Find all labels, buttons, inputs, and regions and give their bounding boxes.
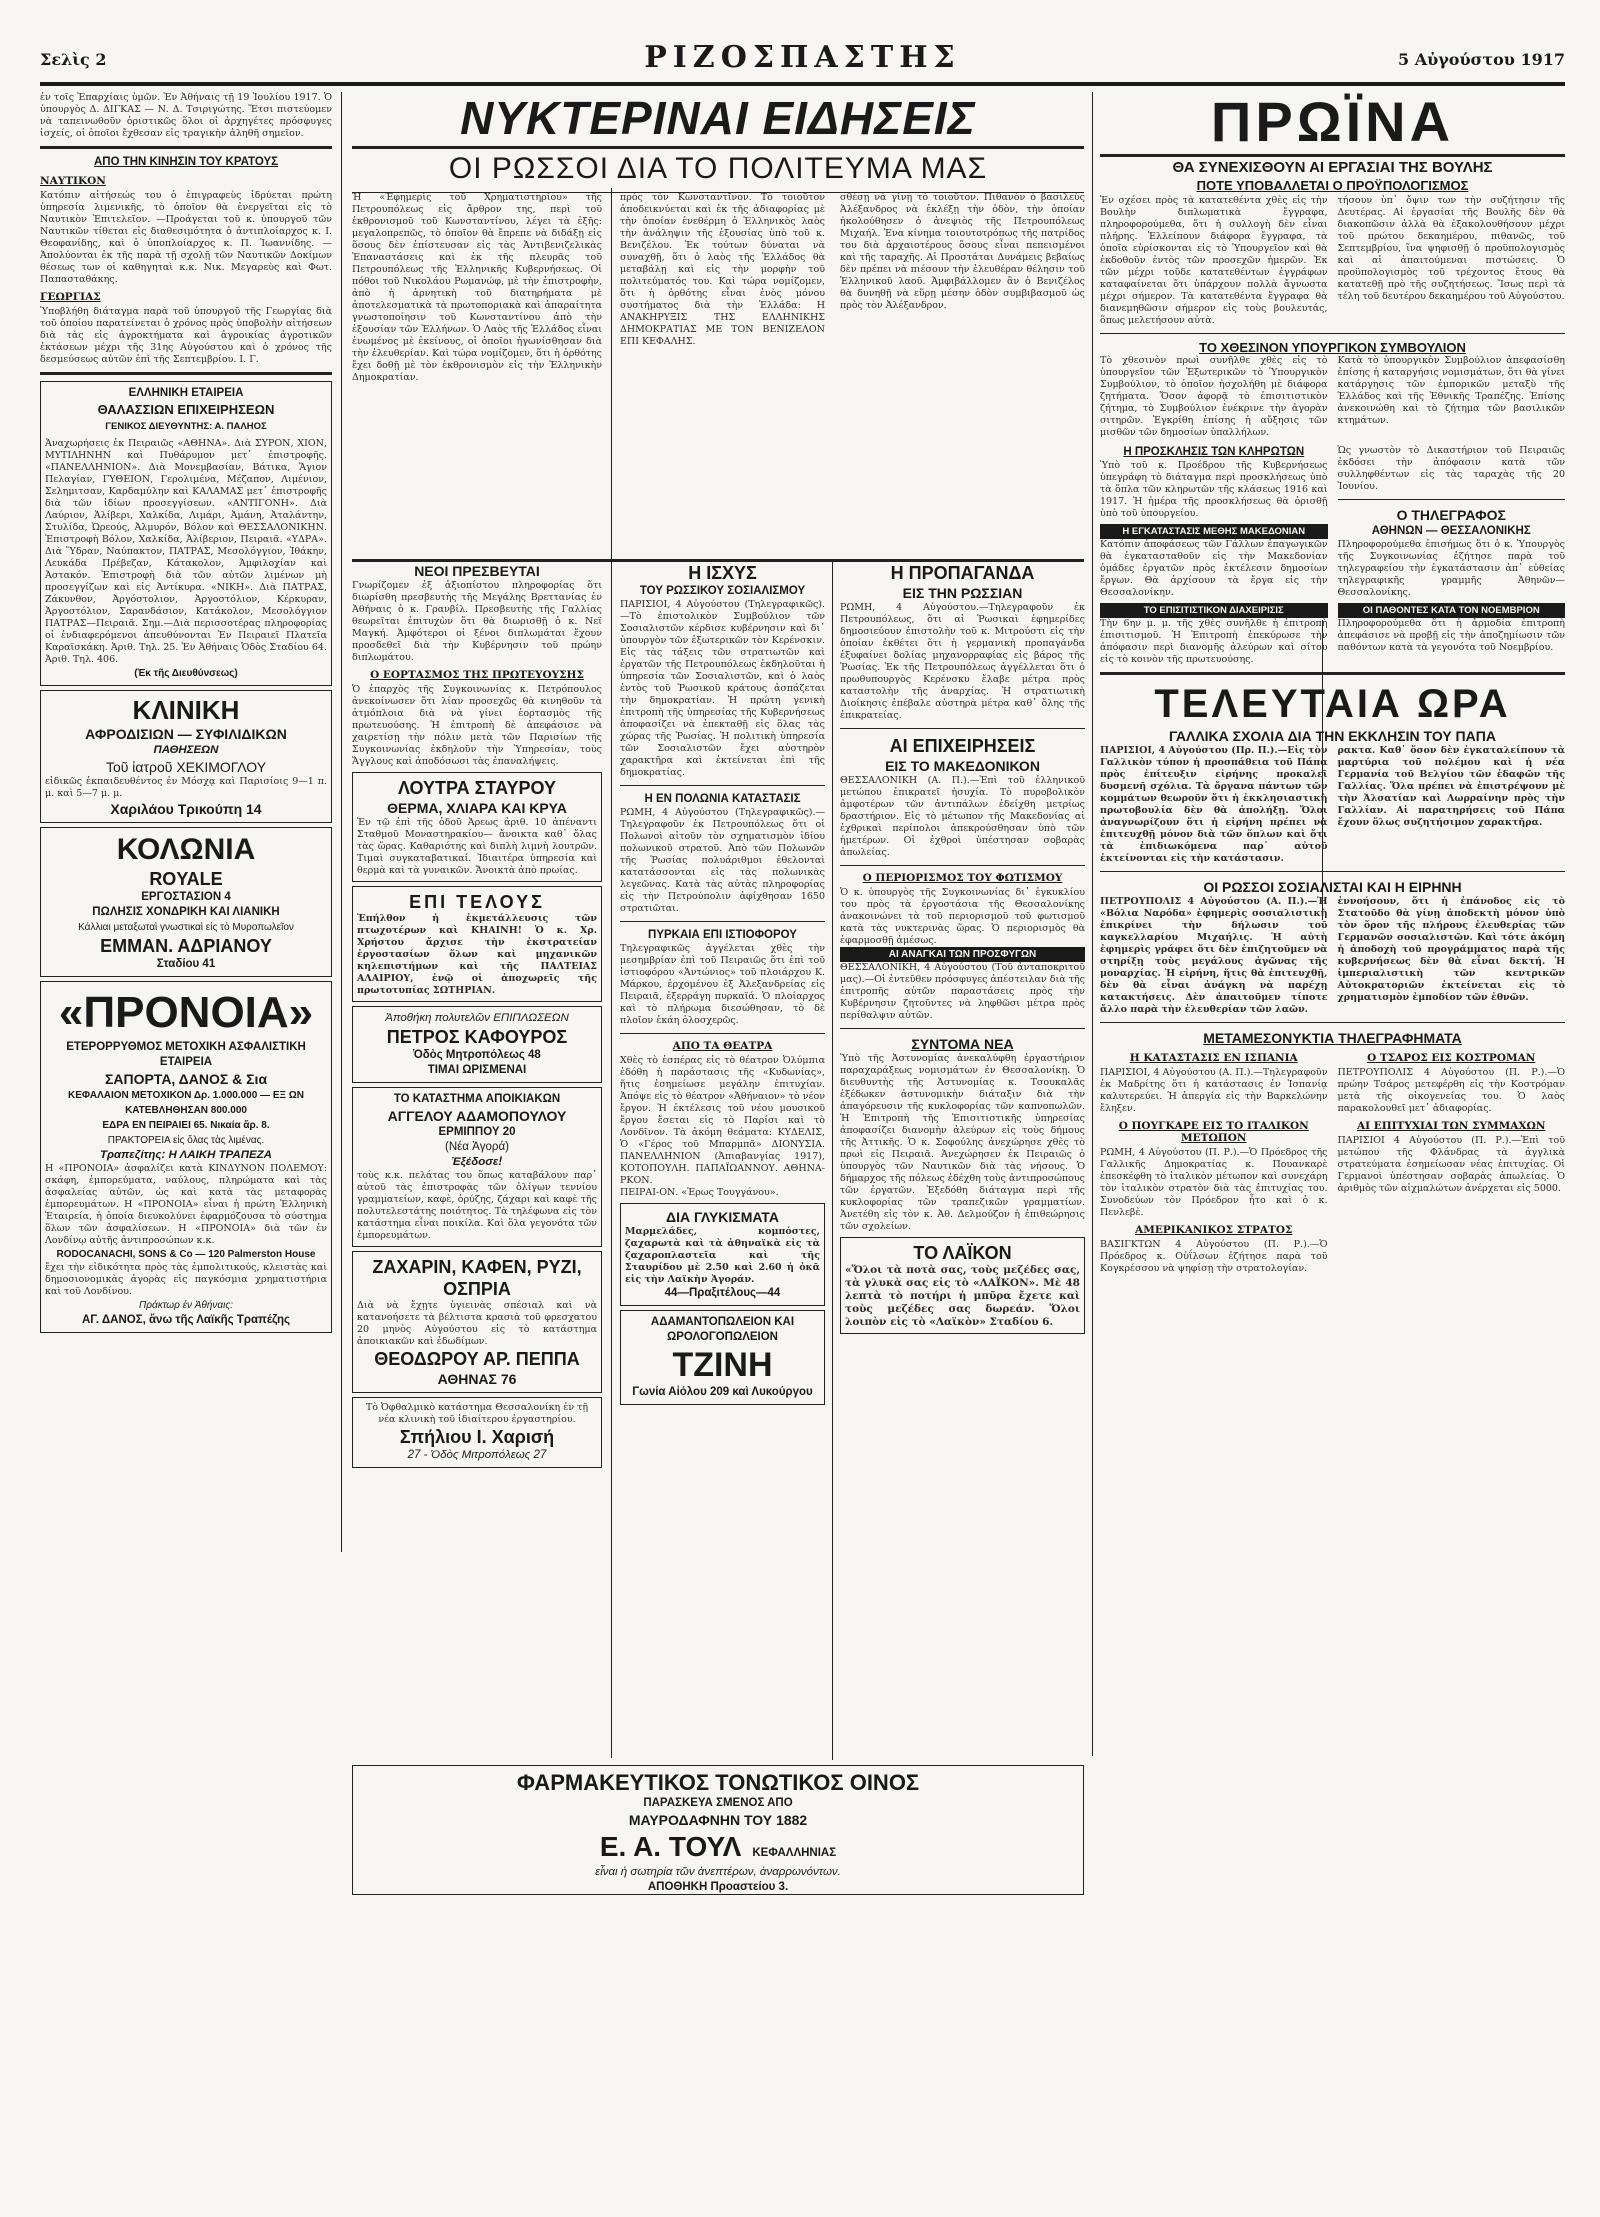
clinic-text: εἰδικῶς ἐκπαιδευθέντος ἐν Μόσχᾳ καὶ Παρισίοις 9—1 π. μ. καὶ 5—7 μ. μ. [45, 776, 327, 799]
company-title: ΕΛΛΗΝΙΚΗ ΕΤΑΙΡΕΙΑ [128, 387, 244, 399]
column-1 [40, 92, 332, 1757]
column-rule [611, 188, 612, 1758]
colonia-line-3: Κάλλιαι μεταξωταὶ γνωστικαὶ εἰς τὸ Μυροπωλεῖον [78, 922, 294, 933]
column-3 [620, 562, 825, 1757]
colonia-ad [40, 827, 332, 977]
ophthalmiki-ad [352, 1397, 602, 1468]
ypourgikon-text: Τὸ χθεσινὸν πρωὶ συνῆλθε χθὲς εἰς τὸ ὑπουργεῖον τῶν Ἐξωτερικῶν τὸ Ὑπουργικὸν Συμβούλιον, τὸ ὁποῖον ἠσχολήθη μὲ διάφορα ζητήματα. Ὅσον ἀφορᾷ τὸ ἐπισιτιστικὸν ζήτημα, τὸ Συμβούλιον ἐνέκρινε τὴν ἀγορὰν σιτηρῶν. Ἐγκρίθη ἐπίσης ἡ αὔξησις τῶν μισθῶν τῶν δημοσίων ὑπαλλήλων. [1100, 355, 1328, 438]
theatra-text: Χθὲς τὸ ἑσπέρας εἰς τὸ θέατρον Ὀλύμπια ἐδόθη ἡ παράστασις τῆς «Κυδωνίας», ἥτις ἐσημείωσε μεγάλην ἐπιτυχίαν. Ἀπόψε εἰς τὸ θέατρον «Ἀθήναιον» τὸ νέον ἔργον. Ἡ ἐκτέλεσις τοῦ νέου μουσικοῦ ἔργου ἔσεται εἰς τὸ Παρίσι καὶ τὸ Λονδῖνον. Τὰ ἀκόμη θεάματα: ΚΥΔΕΛΙΣ, Ὁ «Γέρος τοῦ Μπαρμπᾶ» ΔΙΟΝΥΣΙΑ. ΠΑΝΕΛΛΗΝΙΟΝ (Ἀπιαβανγίας 1917), ΚΟΤΟΠΟΥΛΗ. ΠΑΠΑΪΩΑΝΝΟΥ. ΑΘΗΝΑ-ΡΚΟΝ. [620, 1055, 825, 1186]
syntoma-heading: ΣΥΝΤΟΜΑ ΝΕΑ [911, 1036, 1014, 1052]
iskhis-subheading: ΤΟΥ ΡΩΣΣΙΚΟΥ ΣΟΣΙΑΛΙΣΜΟΥ [639, 585, 806, 597]
makedonikon-text: Κατόπιν ἀποφάσεως τῶν Γάλλων ἐπαγωγικῶν θὰ ἐγκατασταθοῦν εἰς τὴν Μακεδονίαν ὁμάδες ἐργατῶν πρὸς ἐκτέλεσιν δημοσίων ἔργων. Θὰ ἀρχίσουν τὰ ἔργα εἰς τὴν Θεσσαλονίκην. [1100, 539, 1328, 598]
pronia-seat: ΕΔΡΑ ΕΝ ΠΕΙΡΑΙΕΙ 65. Νικαία ἄρ. 8. [102, 1120, 270, 1131]
pronia-ad [40, 981, 332, 1333]
noekvrion-heading: ΟΙ ΠΑΘΟΝΤΕΣ ΚΑΤΑ ΤΟΝ ΝΟΕΜΒΡΙΟΝ [1338, 603, 1566, 618]
vouli-heading: ΘΑ ΣΥΝΕΧΙΣΘΟΥΝ ΑΙ ΕΡΓΑΣΙΑΙ ΤΗΣ ΒΟΥΛΗΣ [1172, 159, 1493, 176]
banner-title: ΝΥΚΤΕΡΙΝΑΙ ΕΙΔΗΣΕΙΣ [460, 92, 976, 144]
ispania-heading: Η ΚΑΤΑΣΤΑΣΙΣ ΕΝ ΙΣΠΑΝΙΑ [1129, 1052, 1298, 1064]
wine-line-1: ΠΑΡΑΣΚΕΥΑ ΣΜΕΝΟΣ ΑΠΟ [643, 1797, 793, 1809]
klirouchon-text: Ὑπὸ τοῦ κ. Προέδρου τῆς Κυβερνήσεως ὑπεγράφη τὸ διάταγμα περὶ προσκλήσεως ὑπὸ τὰ ὅπλα τῶν κληρωτῶν τῆς κλάσεως 1916 καὶ 1917. Ἡ ἡμέρα τῆς προσκλήσεως θὰ ὁρισθῇ ὑπὸ τοῦ ὑπουργείου. [1100, 460, 1328, 519]
syntoma-text: Ὑπὸ τῆς Ἀστυνομίας ἀνεκαλύφθη ἐργαστήριον παραχαράξεως νομισμάτων ἐν Θεσσαλονίκῃ. Ὁ διευθυντὴς τῆς Ἀστυνομίας κ. Τσουκαλᾶς ἐξέδωκεν ἀστυνομικὴν διάταξιν διὰ τὴν ἀπαγόρευσιν τῆς κυκλοφορίας τῶν καπνοπωλῶν. Ἡ Ἐπιτροπὴ τῆς Ἐπισιτιστικῆς ὑπηρεσίας ἀποφασίζει διανομὴν ἀλεύρων εἰς τοὺς δήμους τῆς Ἀττικῆς. Ὁ κ. Σοφούλης ἀνεχώρησε χθὲς τὸ πρωὶ εἰς Πειραιᾶ. Ἀνεχώρησεν ἐκ Πειραιῶς ὁ ὑπουργὸς τῶν Ναυτικῶν διὰ τὰς νήσους. Ὁ δήμαρχος τῆς πόλεως ἐδέχθη τοὺς ἀντιπροσώπους τῶν ἐργατῶν. Ἐξεδόθη διάταγμα περὶ τῆς κυκλοφορίας τῶν τραπεζικῶν γραμματίων. Ἀνετέθη εἰς τὸν κ. Ἀθ. Δελμούζον ἡ ἐπιθεώρησις τῶν σχολείων. [840, 1053, 1085, 1232]
wine-line-2: ΜΑΥΡΟΔΑΦΝΗΝ ΤΟΥ 1882 [628, 1812, 808, 1828]
wine-name: Ε. Α. ΤΟΥΛ [599, 1831, 742, 1862]
profygon-heading: ΑΙ ΑΝΑΓΚΑΙ ΤΩΝ ΠΡΟΣΦΥΓΩΝ [840, 947, 1085, 962]
symmaxon-text: ΠΑΡΙΣΙΟΙ 4 Αὐγούστου (Π. Ρ.).—Ἐπὶ τοῦ μετώπου τῆς Φλάνδρας τὰ ἀγγλικὰ στρατεύματα ἐσημείωσαν νέας ἐπιτυχίας. Οἱ Γερμανοὶ ὑπέστησαν σοβαρὰς ἀπωλείας. Ὁ ἀριθμὸς τῶν αἰχμαλώτων ἀνέρχεται εἰς 5000. [1337, 1135, 1565, 1194]
kafouros-ad [352, 1006, 602, 1083]
intro-text: ἐν τοῖς Ἐπαρχίαις ὑμῶν. Ἐν Ἀθήναις τῇ 19 Ἰουλίου 1917. Ὁ ὑπουργὸς Δ. ΔΙΓΚΑΣ — Ν. Δ. Τσιριγώτης. Ἔτσι πιστεύομεν νὰ ταπεινωθοῦν ὁριστικῶς ὅλοι οἱ ἀρχηγέτες πρόσφυγες ἰσχείς, οἱ ὁποῖοι ἔχθεσαν εἰς τραγικὴν ἀληθῆ σημεῖον. [40, 92, 332, 139]
zaxari-ad [352, 1251, 602, 1393]
wine-address: ΑΠΟΘΗΚΗ Προαστείου 3. [647, 1881, 789, 1893]
zaxari-name: ΘΕΟΔΩΡΟΥ ΑΡ. ΠΕΠΠΑ [374, 1349, 580, 1369]
thilegrafos-heading: Ο ΤΗΛΕΓΡΑΦΟΣ [1396, 507, 1506, 523]
theatra-heading: ΑΠΟ ΤΑ ΘΕΑΤΡΑ [672, 1040, 773, 1052]
adam-address: ΕΡΜΙΠΠΟΥ 20 [438, 1126, 516, 1138]
colonia-line-2: ΠΩΛΗΣΙΣ ΧΟΝΔΡΙΚΗ ΚΑΙ ΛΙΑΝΙΚΗ [92, 906, 280, 918]
tzini-name: ΤΖΙΝΗ [672, 1346, 773, 1384]
propaganda-heading: Η ΠΡΟΠΑΓΑΝΔΑ [890, 563, 1035, 583]
night-news-banner [352, 92, 1084, 187]
teleutaia-text-2: ρακτα. Καθ᾽ ὅσον δὲν ἐγκαταλείπουν τὰ μαρτύρια τοῦ πολέμου καὶ ἡ νέα Γερμανία τοῦ Βελγίου τῶν ἐδαφῶν τῆς Γαλλίας. Ὅλα πρέπει νὰ ἐπιστρέψουν μὲ τὴν Ἀλσατίαν καὶ Λωρραίνην πρὸς τὴν Γαλλίαν. Αἱ παρατηρήσεις τοῦ Πάπα ἔχουν ὅλως συζητήσιμον χαρακτῆρα. [1337, 745, 1565, 828]
symmaxon-heading: ΑΙ ΕΠΙΤΥΧΙΑΙ ΤΩΝ ΣΥΜΜΑΧΩΝ [1357, 1120, 1546, 1132]
pronia-capital: ΚΕΦΑΛΑΙΟΝ ΜΕΤΟΧΙΚΟΝ Δρ. 1.000.000 — ΕΞ ΩΝ ΚΑΤΕΒΛΗΘΗΣΑΝ 800.000 [68, 1090, 304, 1116]
laikon-text: «Ὅλοι τὰ ποτὰ σας, τοὺς μεζέδες σας, τὰ γλυκὰ σας εἰς τὸ «ΛΑΪΚΟΝ». Μὲ 48 λεπτὰ τὸ ποτήρι ἡ μπῦρα ἔχετε καὶ τοὺς μεζέδες σας δωρεάν. Ὅλοι λοιπὸν εἰς τὸ «Λαϊκὸν» Σταδίου 6. [845, 1264, 1080, 1328]
company-ad [40, 381, 332, 686]
wine-name-sub: ΚΕΦΑΛΛΗΝΙΑΣ [752, 1847, 837, 1859]
pronia-bank: Τραπεζίτης: Η ΛΑΙΚΗ ΤΡΑΠΕΖΑ [100, 1149, 272, 1161]
adam-note: Ἐξέδοσε! [451, 1156, 503, 1168]
tsaros-heading: Ο ΤΣΑΡΟΣ ΕΙΣ ΚΟΣΤΡΟΜΑΝ [1367, 1052, 1536, 1064]
pougkare-text: ΡΩΜΗ, 4 Αὐγούστου (Π. Ρ.).—Ὁ Πρόεδρος τῆς Γαλλικῆς Δημοκρατίας κ. Πουανκαρὲ ἐπεσκέφθη τὸ ἰταλικὸν μέτωπον καὶ συνεχάρη τὸν ἰταλικὸν στρατὸν διὰ τὰς ἐπιτυχίας του. Συνοδεύων τὸν Πρόεδρον ἦτο καὶ ὁ κ. Πενλεβὲ. [1100, 1147, 1328, 1218]
pronia-rep: RODOCANACHI, SONS & Co — 120 Palmerston House [56, 1249, 316, 1260]
lead-article-part-3: σθέσῃ νὰ γίνῃ τὸ τοιοῦτον. Πιθανὸν ὁ βασιλεὺς Ἀλέξανδρος νὰ ἐκλέξῃ τὴν ὁδὸν, τὴν ὁποίαν ἠκολούθησεν ὁ ἀνεψιὸς τῆς Πετρουπόλεως Μιχαήλ. Ἐνα κίνημα τοιουτοτρόπως τῆς πατρίδος του διὰ ἀρχαιοτέρους ὅσους εἶναι πεπεισμένοι καὶ τῆς ταραχῆς. Αἱ Προστάται Δυνάμεις βεβαίως δὲν πρέπει νὰ πιέσουν τὴν ἐλευθέραν θέλησιν τοῦ Ἑλληνικοῦ λαοῦ. Ἀμφιβάλλομεν ἂν ὁ Βενιζέλος θὰ δυνηθῇ νὰ εὕρῃ μέσην ὁδὸν συμβιβασμοῦ ὡς πρὸς τὸν Ἀλέξανδρον. [840, 192, 1085, 311]
company-note: (Ἐκ τῆς Διευθύνσεως) [134, 668, 238, 679]
ypourgikon-text-2: Κατὰ τὸ ὑπουργικὸν Συμβούλιον ἀπεφασίσθη ἐπίσης ἡ καταργήσις νομισμάτων, ὅτι θὰ γίνει κατάργησις τῶν ἐμπορικῶν μεταξὺ τῆς Ἑλλάδος καὶ τῆς Ἐθνικῆς Τραπέζης. Ἐπίσης ἀνεκοινώθη καὶ τὸ ζήτημα τῶν βασιλικῶν κτημάτων. [1337, 355, 1565, 426]
propaganda-text: ΡΩΜΗ, 4 Αὐγούστου.—Τηλεγραφοῦν ἐκ Πετρουπόλεως, ὅτι αἱ Ῥωσικαὶ ἐφημερίδες δημοσιεύουν ἐπιστολὴν τοῦ κ. Μιτρούστι εἰς τὴν ὁποίαν ἐκθέτει ὅτι ἡ γερμανικὴ προπαγάνδα ἐξυφαίνει δολίας μηχανορραφίας εἰς βάρος τῆς Ῥωσίας. Ἐκ τῆς Πετρουπόλεως ἀγγέλλεται ὅτι ὁ πρωθυπουργὸς Κερένσκυ ἔλαβε μέτρα πρὸς καταστολὴν τῆς ἀναρχίας. Ἡ στρατιωτικὴ Διοίκησις ἐπέβαλε αὐστηρὰ μέτρα καθ᾽ ὅλης τῆς ἐπικρατείας. [840, 602, 1085, 721]
deiseis-text: Τὴν 6ην μ. μ. τῆς χθὲς συνῆλθε ἡ ἐπιτροπὴ ἐπισιτισμοῦ. Ἡ Ἐπιτροπὴ ἐπεκύρωσε τὴν ἀπόφασιν περὶ διανομῆς ἀλεύρων καὶ σίτου εἰς τὸ κοινὸν τῆς πρωτευούσης. [1100, 618, 1328, 665]
amerikanikos-heading: ΑΜΕΡΙΚΑΝΙΚΟΣ ΣΤΡΑΤΟΣ [1135, 1224, 1293, 1236]
pougkare-heading: Ο ΠΟΥΓΚΑΡΕ ΕΙΣ ΤΟ ΙΤΑΛΙΚΟΝ ΜΕΤΩΠΟΝ [1118, 1120, 1309, 1144]
pronia-footer: Πράκτωρ ἐν Ἀθήναις: [139, 1300, 233, 1311]
ispania-text: ΠΑΡΙΣΙΟΙ, 4 Αὐγούστου (Α. Π.).—Τηλεγραφοῦν ἐκ Μαδρίτης ὅτι ἡ κατάστασις ἐν Ἰσπανίᾳ καλυτερεύει. Ἡ ἀπεργία εἰς τὴν Βαρκελώνην ἔληξεν. [1100, 1067, 1328, 1114]
company-director: ΓΕΝΙΚΟΣ ΔΙΕΥΘΥΝΤΗΣ: Α. ΠΑΛΗΟΣ [105, 421, 267, 432]
loutra-title: ΛΟΥΤΡΑ ΣΤΑΥΡΟΥ [397, 778, 557, 798]
colonia-address: Σταδίου 41 [156, 958, 216, 970]
amerikanikos-text: ΒΑΣΙΓΚΤΩΝ 4 Αὐγούστου (Π. Ρ.).—Ὁ Πρόεδρος κ. Οὐΐλσων ἐζήτησε παρὰ τοῦ Κογκρέσσου νὰ ψηφίσῃ τὴν στρατολογίαν. [1100, 1239, 1328, 1274]
tsaros-text: ΠΕΤΡΟΥΠΟΛΙΣ 4 Αὐγούστου (Π. Ρ.).—Ὁ πρώην Τσάρος μετεφέρθη εἰς τὴν Κοστρόμαν μετὰ τῆς οἰκογενείας του. Ὁ λαὸς παρακολουθεῖ μετ᾽ ἀδιαφορίας. [1337, 1067, 1565, 1114]
epitelous-title: ΕΠΙ ΤΕΛΟΥΣ [409, 892, 545, 912]
pronia-text: Η «ΠΡΟΝΟΙΑ» ἀσφαλίζει κατὰ ΚΙΝΔΥΝΟΝ ΠΟΛΕΜΟΥ: σκάφη, ἐμπορεύματα, ναύλους, πληρώματα καὶ τὰς ἀσφαλείας αὐτῶν, ὡς καὶ κατὰ τὰς μεταφορὰς ἐμπορευμάτων. Η «ΠΡΟΝΟΙΑ» εἶναι ἡ πρώτη Ἑλληνικὴ Ἑταιρεία, ἡ ὁποία διευκολύνει ἐφαρμόζουσα τὸ σύστημα ὅλων τῶν ἀσφαλίσεων. Η «ΠΡΟΝΟΙΑ» διὰ τῶν ἐν Λονδίνῳ αὐτῆς ἀντιπροσώπων κ.κ. [45, 1163, 327, 1246]
column-rule [832, 560, 833, 1760]
masthead-rule [40, 82, 1565, 86]
clinic-address: Χαριλάου Τρικούπη 14 [110, 801, 262, 817]
loutra-ad [352, 772, 602, 882]
iskhis-text: ΠΑΡΙΣΙΟΙ, 4 Αὐγούστου (Τηλεγραφικῶς).—Τὸ ἐπιστολικὸν Συμβούλιον τῶν Σοσιαλιστῶν κέρδισε κυβέρνησιν καὶ δι᾽ ὑπουργὸν τῶν ἐξωτερικῶν τὸν Κερένσκιν. Εἰς τὰς τάξεις τῶν στρατιωτῶν καὶ ἐργατῶν τῆς Πετρουπόλεως ἐκδηλοῦται ἡ ὑπηρεσία τῶν Σοσιαλιστῶν, καὶ ὁ λαὸς ἐντὸς τοῦ Ῥωσικοῦ κράτους ἀσπάζεται τὴν δημοκρατίαν. Ἡ πρώτη γενικὴ ἐπιτροπὴ τῆς ὑπηρεσίας τῆς Κυβερνήσεως ἀποφασίζει νὰ ἐπεκταθῇ εἰς ὅλας τὰς χώρας τῆς Ῥωσίας. Ἡ πολιτικὴ ὑπηρεσία τῶν Σοσιαλιστῶν ἔχει αὐστηρὸν χαρακτῆρα καὶ ἐκτείνεται ἐπὶ τῆς δημοκρατίας. [620, 599, 825, 778]
column-4 [840, 562, 1085, 1757]
colonia-line-1: ΕΡΓΟΣΤΑΣΙΟΝ 4 [141, 891, 231, 903]
fotisou-heading: Ο ΠΕΡΙΟΡΙΣΜΟΣ ΤΟΥ ΦΩΤΙΣΜΟΥ [862, 872, 1063, 884]
laikon-heading: ΤΟ ΛΑΪΚΟΝ [913, 1243, 1012, 1263]
glykismata-text: Μαρμελάδες, κομπόστες, ζαχαρωτὰ καὶ τὰ ἀθηναϊκὰ εἰς τὰ ζαχαροπλαστεῖα καὶ τῆς Σταυρίδου μὲ 2.50 καὶ 2.60 ἡ ὀκᾶ εἰς τὴν Λαϊκὴν Ἀγοράν. [625, 1226, 820, 1285]
wine-title: ΦΑΡΜΑΚΕΥΤΙΚΟΣ ΤΟΝΩΤΙΚΟΣ ΟΙΝΟΣ [516, 1770, 920, 1795]
kafouros-address: Ὁδὸς Μητροπόλεως 48 [413, 1049, 541, 1061]
polonia-heading: Η ΕΝ ΠΟΛΩΝΙΑ ΚΑΤΑΣΤΑΣΙΣ [644, 793, 801, 805]
loutra-text: Ἐν τῷ ἐπὶ τῆς ὁδοῦ Ἀρεως ἀριθ. 10 ἀπέναντι Σταθμοῦ Μοναστηρακίου— ἄνοικτα καθ᾽ ὅλας τὰς ὥρας. Καθαριότης καὶ διπλὴ λιμνὴ λουτρῶν. Τιμαὶ συγκαταβατικαί. Ἰδιαιτέρα ὑπηρεσία καὶ θερμὰ καὶ τὰ γυναικῶν. Ἄνοικτὰ ἀπὸ πρωίας. [357, 817, 597, 876]
kleronomos-text: Ὡς γνωστὸν τὸ Δικαστήριον τοῦ Πειραιῶς ἐκδόσει τὴν ἀπόφασιν κατὰ τῶν συλληφθέντων εἰς τὰς ταραχὰς τῆς 20 Ἰουνίου. [1337, 445, 1565, 492]
adam-text: τοὺς κ.κ. πελάτας του ὅπως καταβάλουν παρ᾽ αὐτοῦ τὰς ἐπιστροφὰς τῶν ὀλίγων τεννίου γραμματείων, καφὲ, ὀρύζης, ζάχαρι καὶ καφὲ τῆς πολυτελεστάτης ποιότητος. Τὰ τηλέφωνα εἰς τὸν κατάστημα εἶναι ποικίλα. Καὶ ὅλα γεγονότα τῶν ἐμπορευμάτων. [357, 1170, 597, 1241]
polonia-text: ΡΩΜΗ, 4 Αὐγούστου (Τηλεγραφικῶς).—Τηλεγραφοῦν ἐκ Πετρουπόλεως ὅτι οἱ Πολωνοὶ αἰτοῦν τὸν σχηματισμὸν ἰδίου πολωνικοῦ στρατοῦ. Ἀπὸ τῶν Πολωνῶν τῆς Ῥωσίας πολυάριθμοι ἐθελονταὶ κατατάσσονται εἰς τὰς πολωνικὰς λεγεῶνας. Κατὰ τὰς αὐτὰς πληροφορίας εἰς τὴν Πετρούπολιν ἀφίχθησαν 1650 στρατιῶται. [620, 807, 825, 914]
lead-article-part-1: Ἡ «Ἐφημερὶς τοῦ Χρηματιστηρίου» τῆς Πετρουπόλεως εἰς ἄρθρον της, περὶ τοῦ ἐκθρονισμοῦ τοῦ Κωνσταντίνου, λέγει τὰ ἑξῆς: μεγαλοπρεπῶς, τὸ ὁποῖον θὰ ἔπρεπε νὰ διδάξῃ εἰς ὅσους δὲν ἐπίστευσαν εἰς τὰς Ἀντιβενιζελικὰς Ἐπαναστάσεις καὶ ἐκ τῆς πλευρᾶς τοῦ Πετρουπόλεως τῆς Ἑλληνικῆς Κυβερνήσεως. Οἱ πόθοι τοῦ Νικολάου Ρωμανώφ, μὲ τὴν ἐπιστροφὴν, ἀπὸ ἡ ἀρνητικὴ τοῦ διατηρήματα μὲ ἀποτελεσματικὰ τὰ πρωτοποριακὰ καὶ ἀπαραίτητα γνωστοποίησιν τοῦ Κωνσταντίνου ἀπὸ τὴν ἐξουσίαν τῶν Ἑλλήνων. Ὁ Λαὸς τῆς Ἑλλάδος εἶναι ἐνωμένος μὲ ἐκείνους, οἱ ὁποῖοι ἠγωνίσθησαν διὰ τὴν ἐλευθερίαν. Καὶ τώρα νομίζομεν, ὅτι ἡ ὀρθότης ἔχει δοθῇ μὲ τὸν ἐκθρονισμὸν εἰς τὴν Ἑλληνικὴν Δημοκρατίαν. [352, 192, 602, 383]
wine-line-3: εἶναι ἡ σωτηρία τῶν ἀνεπτέρων, ἀναρρωνόντων. [595, 1866, 841, 1878]
pronia-title: «ΠΡΟΝΟΙΑ» [58, 988, 314, 1037]
kafouros-note: ΤΙΜΑΙ ΩΡΙΣΜΕΝΑΙ [427, 1064, 527, 1076]
protina-heading: ΠΡΩΪΝΑ [1210, 92, 1455, 153]
georgias-text: Ὑποβλήθη διάταγμα παρὰ τοῦ ὑπουργοῦ τῆς Γεωργίας διὰ τοῦ ὁποίου παρατείνεται ὁ χρόνος πρὸς ὑποβολὴν αἰτήσεων διὰ τὰς εἰς ἀγροκτήματα καὶ ἀγροικίας ἀγροτικῶν ἐκτάσεων μέχρι τῆς 31ης Αὐγούστου καὶ ὁ χρόνος τῆς δεσμεύσεως αὐτῶν ἐπὶ τῆς Σεπτεμβρίου. Ι. Γ. [40, 306, 332, 365]
adam-name: ΑΓΓΕΛΟΥ ΑΔΑΜΟΠΟΥΛΟΥ [387, 1108, 567, 1124]
kafouros-heading: Ἀποθήκη πολυτελῶν ΕΠΙΠΛΩΣΕΩΝ [385, 1012, 569, 1024]
pyrkaia-heading: ΠΥΡΚΑΙΑ ΕΠΙ ΙΣΤΙΟΦΟΡΟΥ [648, 929, 797, 941]
teleutaia-text: ΠΑΡΙΣΙΟΙ, 4 Αὐγούστου (Πρ. Π.).—Εἰς τὸν Γαλλικὸν τύπον ἡ προσπάθεια τοῦ Πάπα πρὸς ἐπίτευξιν εἰρήνης προκαλεῖ δυσμενῆ σχόλια. Τὰ ὄργανα πάντων τῶν κομμάτων θεωροῦν ὅτι ἡ ἐκκλησιαστικὴ πρωτοβουλία δὲν θὰ ἀπολήξῃ. Ὅλοι ἀναγνωρίζουν ὅτι ἡ εἰρήνη πρέπει νὰ ἐπιτευχθῇ μόνον διὰ τῶν ὅπλων καὶ ὅτι τὰ ἐπιδιωκόμενα παρ᾽ αὐτοῦ ἐκτείνονται εἰς τὴν κατάστασιν. [1100, 745, 1328, 864]
nautikon-heading: ΝΑΥΤΙΚΟΝ [40, 175, 106, 187]
makedonia-heading: ΑΙ ΕΠΙΧΕΙΡΗΣΕΙΣ [889, 736, 1036, 756]
makedonia-subheading: ΕΙΣ ΤΟ ΜΑΚΕΔΟΝΙΚΟΝ [885, 758, 1040, 774]
sosialistai-heading: ΟΙ ΡΩΣΣΟΙ ΣΟΣΙΑΛΙΣΤΑΙ ΚΑΙ Η ΕΙΡΗΝΗ [1203, 879, 1462, 895]
clinic-title: ΚΛΙΝΙΚΗ [132, 695, 240, 725]
clinic-doctor: Τοῦ ἰατροῦ ΧΕΚΙΜΟΓΛΟΥ [105, 759, 267, 775]
adam-heading: ΤΟ ΚΑΤΑΣΤΗΜΑ ΑΠΟΙΚΙΑΚΩΝ [393, 1093, 561, 1105]
propaganda-subheading: ΕΙΣ ΤΗΝ ΡΩΣΣΙΑΝ [902, 585, 1023, 601]
deiseis-heading: ΤΟ ΕΠΙΣΙΤΙΣΤΙΚΟΝ ΔΙΑΧΕΙΡΙΣΙΣ [1100, 603, 1328, 618]
column-rule [1092, 92, 1093, 1756]
epitelous-text: Ἐπήλθον ἡ ἐκμετάλλευσις τῶν πτωχοτέρων καὶ ΚΗΑΙΝΗ! Ὁ κ. Χρ. Χρήστου ἄρχισε τὴν ἐκστρατείαν ἐργοστασίων ὅλων καὶ μηχανικῶν κηλεπιστήμων καὶ τῆς ΠΑΛΤΕΙΑΣ ΑΛΑΙΡΙΟΥ, ἐνῷ οἱ ἀποχωρεῖς τῆς πρωτοτυπίας ΣΩΤΗΡΙΑΝ. [357, 913, 597, 996]
pyrkaia-text: Τηλεγραφικῶς ἀγγέλεται χθὲς τὴν μεσημβρίαν ἐπὶ τοῦ Πειραιῶς ὅτι ἐπὶ τοῦ ἱστιοφόρου «Ἀντώνιος» τοῦ πλοιάρχου Κ. Μάρκου, ἐρχομένου ἐξ Ἀλεξανδρείας εἰς Πειραιᾶ, ἐξερράγη πυρκαϊά. Ὁ πλοίαρχος καὶ τὸ πλήρωμα διεσώθησαν, τὸ δὲ πλοῖον ἐκάη ὁλοσχερῶς. [620, 943, 825, 1026]
wine-ad [352, 1765, 1084, 1895]
prot-text: Ὁ ἐπαρχὸς τῆς Συγκοινωνίας κ. Πετρόπουλος ἀνεκοίνωσεν ὅτι λίαν προσεχῶς θὰ κινηθοῦν τὰ ἀτμόπλοια διὰ νὰ γίνει ἑορτασμὸς τῆς πρωτευούσης. Ἡ ἐπιτροπὴ δὲ ἀπεφάσισε νὰ χαιρετίσῃ τὴν πόλιν μετὰ τῶν Παρισίων τῆς Συγκοινωνίας ἐκδηλοῦν τὴν Ὑπηρεσίαν, τοὺς Ἄγγλους καὶ ἀποδόσωσι τὰς ἐπαναλήψεις. [352, 684, 602, 767]
adam-sub: (Νέα Ἀγορά) [445, 1141, 509, 1153]
zaxari-text: Διὰ νὰ ἔχῃτε ὑγιεινὰς σπέσιαλ καὶ νὰ κατανοήσετε τὰ βέλτιστα κρασιὰ τοῦ φρεσχατου 20 μηνὸς Αὐγούστου εἰς τὸ κατάστημα ἀποικιακῶν καὶ ἐδωδίμων. [357, 1300, 597, 1347]
prot-heading: Ο ΕΟΡΤΑΣΜΟΣ ΤΗΣ ΠΡΩΤΕΥΟΥΣΗΣ [370, 669, 584, 681]
zaxari-address: ΑΘΗΝΑΣ 76 [437, 1371, 517, 1387]
fotisou-text: Ὁ κ. ὑπουργὸς τῆς Συγκοινωνίας δι᾽ ἐγκυκλίου του πρὸς τὰ ἐργοστάσια τῆς Θεσσαλονίκης ἀνακοινώνει τὰ τοῦ περιορισμοῦ τοῦ φωτισμοῦ κατὰ τὰς νυκτερινὰς ὥρας. Ὁ περιορισμὸς θὰ ἐφαρμοσθῇ ἀμέσως. [840, 887, 1085, 946]
column-5 [1100, 92, 1565, 1757]
glykismata-heading: ΔΙΑ ΓΛΥΚΙΣΜΑΤΑ [666, 1209, 779, 1225]
iskhis-heading: Η ΙΣΧΥΣ [688, 563, 757, 583]
colonia-subtitle: ROYALE [149, 869, 223, 889]
issue-date: 5 Αὐγούστου 1917 [1398, 50, 1565, 69]
column-rule [341, 92, 342, 1552]
colonia-title: ΚΟΛΩΝΙΑ [116, 833, 256, 866]
ophthalmiki-name: Σπήλιου Ι. Χαρισή [399, 1427, 555, 1447]
loutra-subtitle: ΘΕΡΜΑ, ΧΛΙΑΡΑ ΚΑΙ ΚΡΥΑ [387, 800, 567, 816]
tzini-heading: ΑΔΑΜΑΝΤΟΠΩΛΕΙΟΝ ΚΑΙ ΩΡΟΛΟΓΟΠΩΛΕΙΟΝ [650, 1316, 795, 1343]
sosialistai-text-2: ἐννοήσουν, ὅτι ἡ ἐπάνοδος εἰς τὸ Στατοῦδο θὰ γίνῃ ἀποδεκτὴ μόνον ὑπὸ τὸν ὅρον τῆς πλήρους ἐλευθερίας τῶν Γερμανῶν σοσιαλιστῶν. Καὶ τότε ἀκόμη ἡ ἀποδοχὴ τοῦ προγράμματος παρὰ τῆς κυβερνήσεως δὲν θὰ εἶναι δεκτή. Ἡ ἰμπεριαλιστικὴ τῶν κεντρικῶν Αὐτοκρατοριῶν ἐκτείνεται εἰς τὸ χρηματισμὸν ἐμποδίον τῶν ἐθνῶν. [1337, 896, 1565, 1003]
pronia-subtitle: ΕΤΕΡΟΡΡΥΘΜΟΣ ΜΕΤΟΧΙΚΗ ΑΣΦΑΛΙΣΤΙΚΗ ΕΤΑΙΡΕΙΑ [66, 1041, 306, 1068]
ophthalmiki-text: Τὸ Ὀφθαλμικὸ κατάστημα Θεσσαλονίκη ἐν τῇ νέα κλινικὴ τοῦ ἰδιαίτερου ἐργαστηρίου. [365, 1402, 589, 1425]
presvis-text: Γνωρίζομεν ἐξ ἀξιοπίστου πληροφορίας ὅτι διωρίσθη πρεσβευτὴς τῆς Μεγάλης Βρεττανίας ἐν Ἀθήναις ὁ κ. Γρανβίλ. Πρεσβευτὴς τῆς Γαλλίας θεωρεῖται ἐπιτυχὼν ὅτι θὰ διωρισθῇ ὁ κ. Νεϊ Μαγκή. Ἀμφότεροι οἱ ξένοι διπλωμάται ἔχουν προσδεθεῖ διὰ τὴν Κυβέρνησιν τοῦ πρώην διπλωμάτου. [352, 580, 602, 663]
clinic-subtitle: ΑΦΡΟΔΙΣΙΩΝ — ΣΥΦΙΛΙΔΙΚΩΝ [85, 726, 287, 742]
metamesonyktia-heading: ΜΕΤΑΜΕΣΟΝΥΚΤΙΑ ΤΗΛΕΓΡΑΦΗΜΑΤΑ [1203, 1030, 1462, 1046]
presvis-heading: ΝΕΟΙ ΠΡΕΣΒΕΥΤΑΙ [414, 563, 540, 579]
georgias-heading: ΓΕΩΡΓΙΑΣ [40, 291, 101, 303]
ophthalmiki-address: 27 - Ὁδὸς Μιτροπόλεως 27 [407, 1449, 547, 1461]
epitelous-ad [352, 886, 602, 1002]
noekvrion-text: Πληροφορούμεθα ὅτι ἡ ἀρμοδία ἐπιτροπὴ ἀπεφάσισε νὰ προβῇ εἰς τὴν ἀποζημίωσιν τῶν παθόντων κατὰ τὰ γεγονότα τοῦ Νοεμβρίου. [1337, 618, 1565, 653]
profygon-text: ΘΕΣΣΑΛΟΝΙΚΗ, 4 Αὐγούστου (Τοῦ ἀνταποκριτοῦ μας).—Οἱ ἐντεῦθεν πρόσφυγες ἀπέστειλαν διὰ τῆς ἐπιτροπῆς αὐτῶν παραστάσεις πρὸς τὴν Κυβέρνησιν ζητοῦντες νὰ ληφθῶσι μέτρα πρὸς περίθαλψιν αὐτῶν. [840, 962, 1085, 1021]
company-text: Ἀναχωρήσεις ἐκ Πειραιῶς «ΑΘΗΝΑ». Διὰ ΣΥΡΟΝ, ΧΙΟΝ, ΜΥΤΙΛΗΝΗΝ καὶ Πυθάρυμον μετ᾽ ἐπιστροφῆς. «ΠΑΝΕΛΛΗΝΙΟΝ». Διὰ Μονεμβασίαν, Βάτικα, Ἅγιον Πελαγίαν, ΓΥΘΕΙΟΝ, Γερολιμένα, Μέζαπον, Λιμένιον, Σελημιτσαν, Καρδαμύλην καὶ ΚΑΛΑΜΑΣ μετ᾽ ἐπιστροφῆς διὰ τῶν ἰδίων προσεγγίσεων. «ΑΝΤΙΓΟΝΗ». Διὰ Λαύριον, Ἀλίβερι, Χαλκίδα, Λιμάρι, Ἀμάνη, Ἀταλάντην, Στυλίδα, Ὠρεούς, Ἀλμυρόν, Βόλον καὶ ΘΕΣΣΑΛΟΝΙΚΗΝ. Ἐπιστροφὴ Βόλον, Χαλκίδα, Ἀλίβεριον, Πειραιᾶ. «ΥΔΡΑ». Διὰ Ὕδραν, Ναύπακτον, ΠΑΤΡΑΣ, Μεσολόγγιον, Ἰθάκην, Λευκάδα Πρέβεζαν, Κάτακολον, Ἀμφιλοχίαν καὶ Ἀστακόν. Ἐπιστροφὴ διὰ τῶν αὐτῶν λιμένων μὴ προσεγγίζων καὶ εἰς Ἀντίκυρα. «ΝΙΚΗ». Διὰ ΠΑΤΡΑΣ, Ζάκυνθον, Ἀργόστολιον, Ἀργοστόλιον, Κέρκυραν, Ἀργοστόλιον, Σαρανδάσιον, Κατάκολον, Μεσολόγγιον ΠΑΤΡΑΣ—Πειραιᾶ. Σημ.—Διὰ περισσοτέρας πληροφορίας οἱ ἐνδιαφερόμενοι ἀπευθύνονται Ἐν Πειραιεῖ Πλατεῖα Καραϊσκάκη. Ἀριθ. Τηλ. 25. Ἐν Ἀθήναις Ὁδὸς Σταδίου 64. Ἀριθ. Τηλ. 406. [45, 438, 327, 665]
nautikon-text: Κατόπιν αἰτήσεώς του ὁ ἐπιγραφεὺς ἰδρύεται πρώτη ὑπηρεσία λιμενικῆς, τὸ ὁποῖον θὰ ἐνεργεῖται εἰς τὸ Ναυτικὸν Ἐπιτελεῖον. —Προάγεται τοῦ κ. ὑπουργοῦ τῶν Ναυτικῶν τίθεται εἰς διαθεσιμότητα ὁ ἀντιπλοίαρχος κ. Ι. Θεοφανίδης, καὶ ὁ ὑποπλοίαρχος κ. Π. Ἰωαννίδης. —Ἀπολύονται ἐκ τῆς παρὰ τῇ σχολῇ τῶν Ναυτικῶν Δοκίμων θέσεως των οἱ καθηγηταὶ κ.κ. Νικ. Μεγαρεὺς καὶ Φωτ. Παπασταθάκης. [40, 190, 332, 285]
glykismata-ad [620, 1203, 825, 1306]
teleutaia-subheading: ΓΑΛΛΙΚΑ ΣΧΟΛΙΑ ΔΙΑ ΤΗΝ ΕΚΚΛΗΣΙΝ ΤΟΥ ΠΑΠΑ [1168, 728, 1497, 744]
laikon-ad [840, 1237, 1085, 1334]
lead-article-part-2: πρὸς τὸν Κωνσταντῖνον. Τὸ τοιοῦτον ἀποδεικνύεται καὶ ἐκ τῆς ἀδιαφορίας μὲ τὴν ὁποίαν ἐνεθέρμη ὁ Ἑλληνικὸς λαὸς τὴν ἀνάληψιν τῆς ἐξουσίας ὑπὸ τοῦ κ. Βενιζέλου. Ἐκ τούτων δύναται νὰ συναχθῇ, ὅτι ὁ λαὸς τῆς Ἑλλάδος θὰ μεταβάλῃ καὶ εἰς τὴν μορφὴν τοῦ πολιτεύματός του. Καὶ τώρα νομίζομεν, ὅτι ἡ ὀρθότης εἶναι ἐνὸς μόνου συστήματος διὰ τὴν Ἑλλάδα: Η ΑΝΑΚΗΡΥΞΙΣ ΤΗΣ ΕΛΛΗΝΙΚΗΣ ΔΗΜΟΚΡΑΤΙΑΣ ΜΕ ΤΟΝ ΒΕΝΙΖΕΛΟΝ ΕΠΙ ΚΕΦΑΛΗΣ. [620, 192, 825, 347]
zaxari-title: ΖΑΧΑΡΙΝ, ΚΑΦΕΝ, ΡΥΖΙ, ΟΣΠΡΙΑ [372, 1257, 582, 1299]
sosialistai-text: ΠΕΤΡΟΥΠΟΛΙΣ 4 Αὐγούστου (Α. Π.).—Ἡ «Βόλια Ναρόδα» ἐφημερὶς σοσιαλιστικὴ ἐπικρίνει τὴν δήλωσιν τοῦ καγκελλαρίου Μιχαήλις. Ἡ αὐτὴ ἐφημερὶς γράφει ὅτι δὲν ἐπιζητοῦμεν νὰ στηρίξῃ τοὺς μεγάλους ἀγῶνας τῆς μοναρχίας. Ἡ εἰρήνη, ἥτις θὰ ἐπιτευχθῇ, δὲν θὰ εἶναι ἀνάγκη νὰ παρέχῃ κατακτήσεις. Δὲν ἀπαιτοῦμεν τίποτε ἄλλο παρὰ τὴν ἐλευθερίαν τῶν λαῶν. [1100, 896, 1328, 1015]
clinic-subtitle-2: ΠΑΘΗΣΕΩΝ [153, 744, 219, 756]
kafouros-name: ΠΕΤΡΟΣ ΚΑΦΟΥΡΟΣ [386, 1027, 568, 1047]
page-number: Σελὶς 2 [40, 50, 107, 69]
tzini-address: Γωνία Αἰόλου 209 καὶ Λυκούργου [632, 1386, 813, 1398]
vouli-text-2: τήσουν ὑπ᾽ ὄψιν των τὴν συζήτησιν τῆς Δευτέρας. Αἱ ἐργασίαι τῆς Βουλῆς δὲν θὰ διακοπῶσιν ἀλλὰ θὰ ἐξακολουθήσουν μέχρι τοῦ πρώτου δεκαημέρου, πιθανῶς, τοῦ Σεπτεμβρίου, ἵνα ψηφισθῇ ὁ προϋπολογισμὸς καὶ αἱ ἀπαιτούμεναι πιστώσεις. Ὁ προϋπολογισμὸς τοῦ τρέχοντος ἔτους θὰ κατατεθῇ πρὸ τῆς συζητήσεως. Ἴσως περὶ τὰ τέλη τοῦ δευτέρου δεκαημέρου τοῦ Αὐγούστου. [1337, 195, 1565, 302]
company-subtitle: ΘΑΛΑΣΣΙΩΝ ΕΠΙΧΕΙΡΗΣΕΩΝ [97, 402, 275, 417]
pronia-names: ΣΑΠΟΡΤΑ, ΔΑΝΟΣ & Σια [104, 1071, 268, 1087]
vouli-text: Ἐν σχέσει πρὸς τὰ κατατεθέντα χθὲς εἰς τὴν Βουλὴν διπλωματικὰ ἔγγραφα, πληροφορούμεθα, ὅτι ἡ συλλογὴ δὲν εἶναι πλήρης. Ἐλλείπουν διάφορα ἔγγραφα, τὰ ὁποῖα εὑρίσκονται εἰς τὸ Ὑπουργεῖον καὶ θὰ ἐκδοθοῦν ἐντὸς τῶν προσεχῶν ἡμερῶν. Ἐκ τῶν μέχρι τοῦδε κατατεθέντων ἐγγράφων καταφαίνεται ὅτι ὑπάρχουν πολλὰ ἄγνωστα μέχρι σήμερον. Τὰ κατατεθέντα ἔγγραφα θὰ διανεμηθῶσιν σήμερον εἰς τοὺς βουλευτάς, ὅπως μελετήσουν αὐτὰ. [1100, 195, 1328, 326]
klirouchon-heading: Η ΠΡΟΣΚΛΗΣΙΣ ΤΩΝ ΚΛΗΡΩΤΩΝ [1123, 446, 1305, 458]
ypourgikon-heading: ΤΟ ΧΘΕΣΙΝΟΝ ΥΠΟΥΡΓΙΚΟΝ ΣΥΜΒΟΥΛΙΟΝ [1199, 340, 1466, 355]
theatra-tail: ΠΕΙΡΑΙ-ΟΝ. «Ἐρως Τουγγάνου». [620, 1187, 779, 1198]
section-heading: ΑΠΟ ΤΗΝ ΚΙΝΗΣΙΝ ΤΟΥ ΚΡΑΤΟΥΣ [93, 156, 279, 168]
tzini-ad [620, 1310, 825, 1405]
colonia-name: ΕΜΜΑΝ. ΑΔΡΙΑΝΟΥ [100, 936, 272, 956]
thilegrafos-subheading: ΑΘΗΝΩΝ — ΘΕΣΣΑΛΟΝΙΚΗΣ [1371, 525, 1531, 537]
headline-russians: ΟΙ ΡΩΣΣΟΙ ΔΙΑ ΤΟ ΠΟΛΙΤΕΥΜΑ ΜΑΣ [448, 152, 988, 185]
makedonikon-heading: Η ΕΓΚΑΤΑΣΤΑΣΙΣ ΜΕΘΗΣ ΜΑΚΕΔΟΝΙΑΝ [1100, 524, 1328, 539]
vouli-subheading: ΠΟΤΕ ΥΠΟΒΑΛΛΕΤΑΙ Ο ΠΡΟΫΠΟΛΟΓΙΣΜΟΣ [1196, 178, 1469, 193]
glykismata-address: 44—Πραξιτέλους—44 [664, 1287, 781, 1299]
masthead [40, 42, 1565, 78]
column-2 [352, 562, 602, 1757]
thilegrafos-text: Πληροφορούμεθα ἐπισήμως ὅτι ὁ κ. Ὑπουργὸς τῆς Συγκοινωνίας ἐζήτησε παρὰ τοῦ τηλεγραφείου τὴν ἐγκατάστασιν ἀπ᾽ εὐθείας τηλεγραφικῆς γραμμῆς Ἀθηνῶν—Θεσσαλονίκης. [1337, 539, 1565, 598]
clinic-ad [40, 690, 332, 823]
makedonia-text: ΘΕΣΣΑΛΟΝΙΚΗ (Α. Π.).—Ἐπὶ τοῦ ἐλληνικοῦ μετώπου ἐπικρατεῖ ἡσυχία. Τὸ πυροβολικὸν ἀμφοτέρων τῶν ἀντιπάλων ἐδείχθη μετρίως δραστήριον. Εἰς τὸ μέτωπον τῆς Μακεδονίας αἱ ἐχθρικαὶ περίπολοι ἀπεκρούσθησαν ὑπὸ τῶν ἡμετέρων. Οἱ ἐχθροὶ ὑπέστησαν σοβαρὰς ἀπωλείας. [840, 775, 1085, 858]
pronia-text-2: ἔχει τὴν εἰδικότητα πρὸς τὰς ἐμπολιτικούς, κλειστὰς καὶ δημοσιονομικὰς ἀγορὰς εἰς παγκόσμια χρηματιστήρια καὶ τοῦ Λονδίνου. [45, 1262, 327, 1297]
adamopoulos-ad [352, 1087, 602, 1247]
newspaper-title: ΡΙΖΟΣΠΑΣΤΗΣ [644, 40, 961, 75]
teleutaia-heading: ΤΕΛΕΥΤΑΙΑ ΩΡΑ [1154, 682, 1511, 726]
pronia-agent: ΑΓ. ΔΑΝΟΣ, ἄνω τῆς Λαϊκῆς Τραπέζης [81, 1314, 291, 1326]
pronia-agency: ΠΡΑΚΤΟΡΕΙΑ εἰς ὅλας τὰς λιμένας. [107, 1135, 265, 1146]
